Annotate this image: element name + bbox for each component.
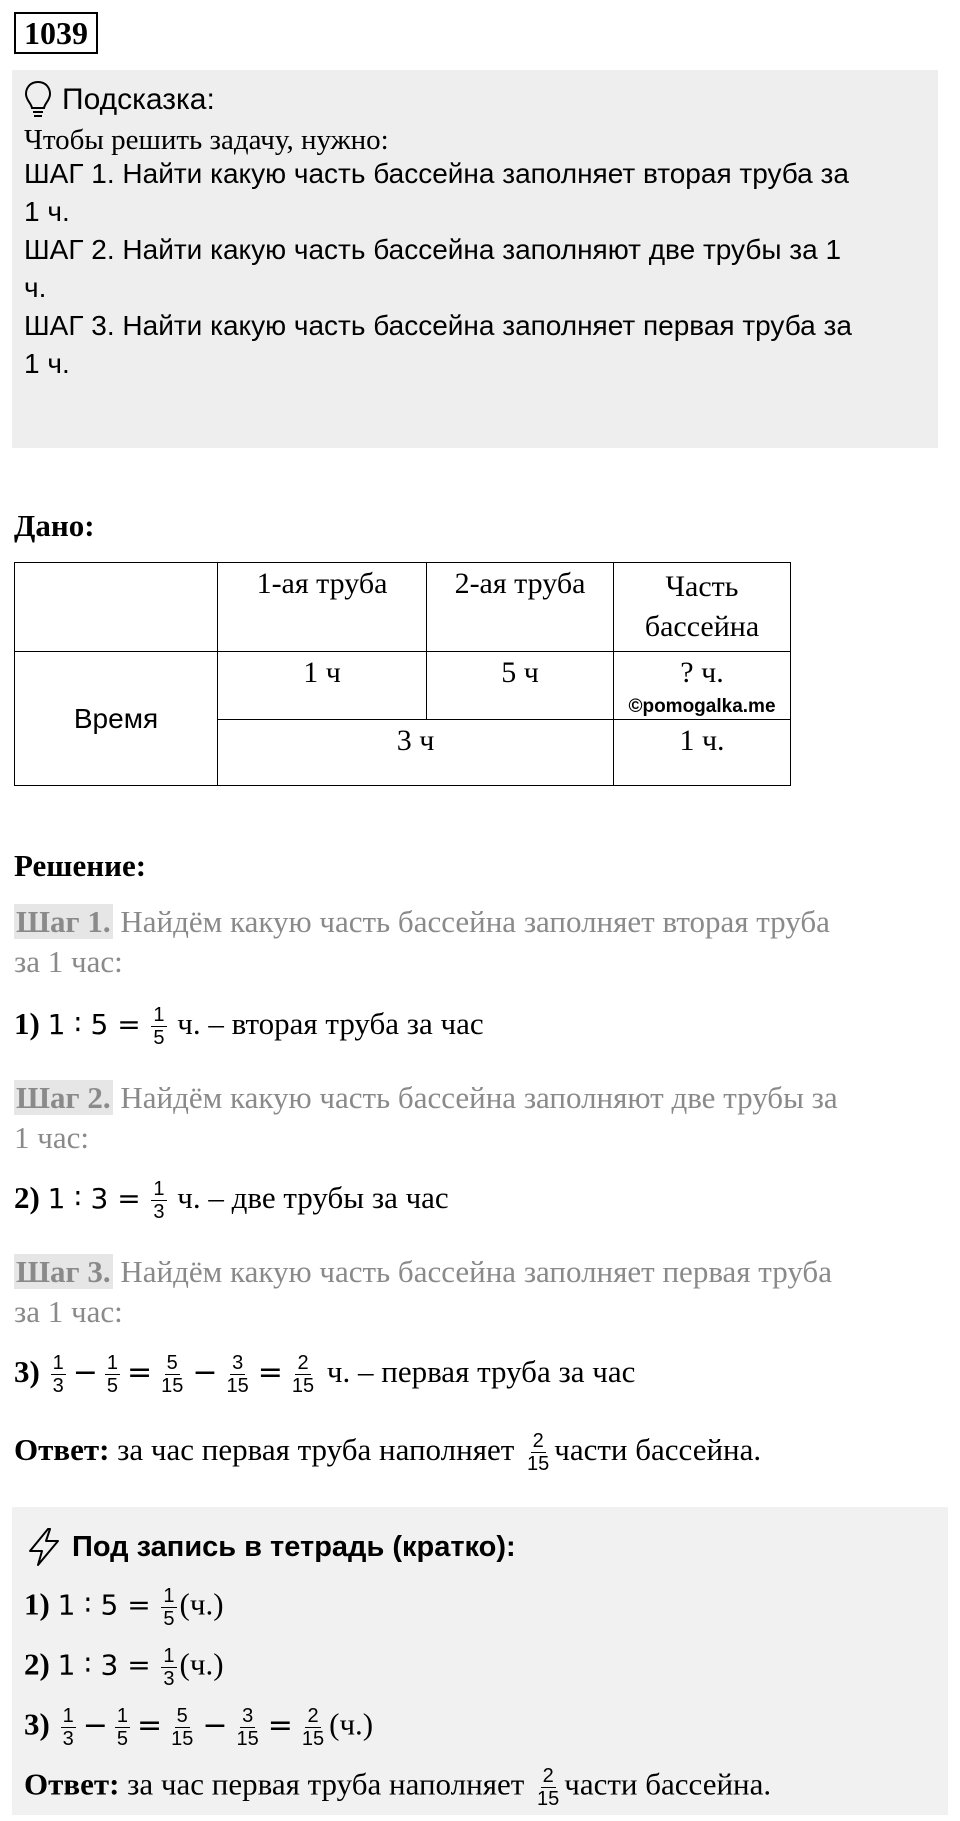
header-pool-part: Часть бассейна bbox=[614, 563, 791, 652]
solution-step-1: Шаг 1. Найдём какую часть бассейна заполняет вторая труба bbox=[16, 904, 830, 939]
notebook-title: Под запись в тетрадь (кратко): bbox=[72, 1530, 516, 1563]
notebook-line-3: 3) $\frac{1}{3}$ − $\frac{1}{5}$ = $\frac{5}{15}$ − $\frac{3}{15}$ = $\frac{2}{15}$ (ч.) bbox=[24, 1705, 374, 1750]
solution-step-2-cont: 1 час: bbox=[14, 1120, 89, 1155]
equation-3: 3) $\frac{1}{3}$ − $\frac{1}{5}$ = $\frac{5}{15}$ − $\frac{3}{15}$ = $\frac{2}{15}$ ч. – первая труба за час bbox=[14, 1352, 636, 1398]
cell-part-unknown: ? ч. ©pomogalka.me bbox=[614, 652, 791, 720]
solution-step-3-cont: за 1 час: bbox=[14, 1294, 123, 1329]
header-pipe-1: 1-ая труба bbox=[218, 563, 427, 652]
lightbulb-icon bbox=[24, 80, 52, 120]
cell-pipe2-time: 5 ч bbox=[427, 652, 614, 720]
notebook-answer: Ответ: за час первая труба наполняет $\frac{2}{15}$ части бассейна. bbox=[24, 1765, 772, 1810]
hint-step-3-cont: 1 ч. bbox=[24, 348, 70, 379]
equation-1: 1) 1 ∶ 5 = $\frac{1}{5}$ ч. – вторая труба за час bbox=[14, 1004, 484, 1050]
hint-intro: Чтобы решить задачу, нужно: bbox=[24, 124, 389, 156]
solution-step-2: Шаг 2. Найдём какую часть бассейна заполняют две трубы за bbox=[16, 1080, 838, 1115]
lightning-icon bbox=[26, 1527, 62, 1567]
equation-2: 2) 1 ∶ 3 = $\frac{1}{3}$ ч. – две трубы за час bbox=[14, 1178, 449, 1224]
solution-step-3: Шаг 3. Найдём какую часть бассейна заполняет первая труба bbox=[16, 1254, 832, 1289]
header-pipe-2: 2-ая труба bbox=[427, 563, 614, 652]
hint-step-2: ШАГ 2. Найти какую часть бассейна заполняют две трубы за 1 bbox=[24, 234, 842, 265]
fraction: $\frac{1}{3}$ bbox=[153, 1178, 165, 1224]
notebook-line-2: 2) 1 ∶ 3 = $\frac{1}{3}$ (ч.) bbox=[24, 1645, 224, 1690]
hint-step-3: ШАГ 3. Найти какую часть бассейна заполняет первая труба за bbox=[24, 310, 852, 341]
row-label-time: Время bbox=[15, 652, 218, 786]
solution-step-1-cont: за 1 час: bbox=[14, 944, 123, 979]
notebook-line-1: 1) 1 ∶ 5 = $\frac{1}{5}$ (ч.) bbox=[24, 1585, 224, 1630]
hint-step-1: ШАГ 1. Найти какую часть бассейна заполняет вторая труба за bbox=[24, 158, 849, 189]
watermark: ©pomogalka.me bbox=[628, 696, 776, 717]
hint-step-2-cont: ч. bbox=[24, 272, 47, 303]
notebook-box bbox=[12, 1507, 948, 1815]
answer: Ответ: за час первая труба наполняет $\frac{2}{15}$ части бассейна. bbox=[14, 1430, 762, 1476]
task-number: 1039 bbox=[14, 12, 98, 54]
cell-both-time: 3 ч bbox=[218, 720, 614, 786]
hint-step-1-cont: 1 ч. bbox=[24, 196, 70, 227]
hint-header bbox=[24, 80, 215, 120]
given-table bbox=[14, 562, 791, 786]
fraction: $\frac{1}{5}$ bbox=[153, 1004, 165, 1050]
solution-title: Решение: bbox=[14, 848, 147, 883]
cell-pipe1-time: 1 ч bbox=[218, 652, 427, 720]
hint-box bbox=[12, 70, 938, 448]
header-empty bbox=[15, 563, 218, 652]
cell-part-one: 1 ч. bbox=[614, 720, 791, 786]
given-title: Дано: bbox=[14, 508, 95, 543]
notebook-header bbox=[26, 1527, 516, 1567]
hint-title: Подсказка: bbox=[62, 83, 215, 116]
